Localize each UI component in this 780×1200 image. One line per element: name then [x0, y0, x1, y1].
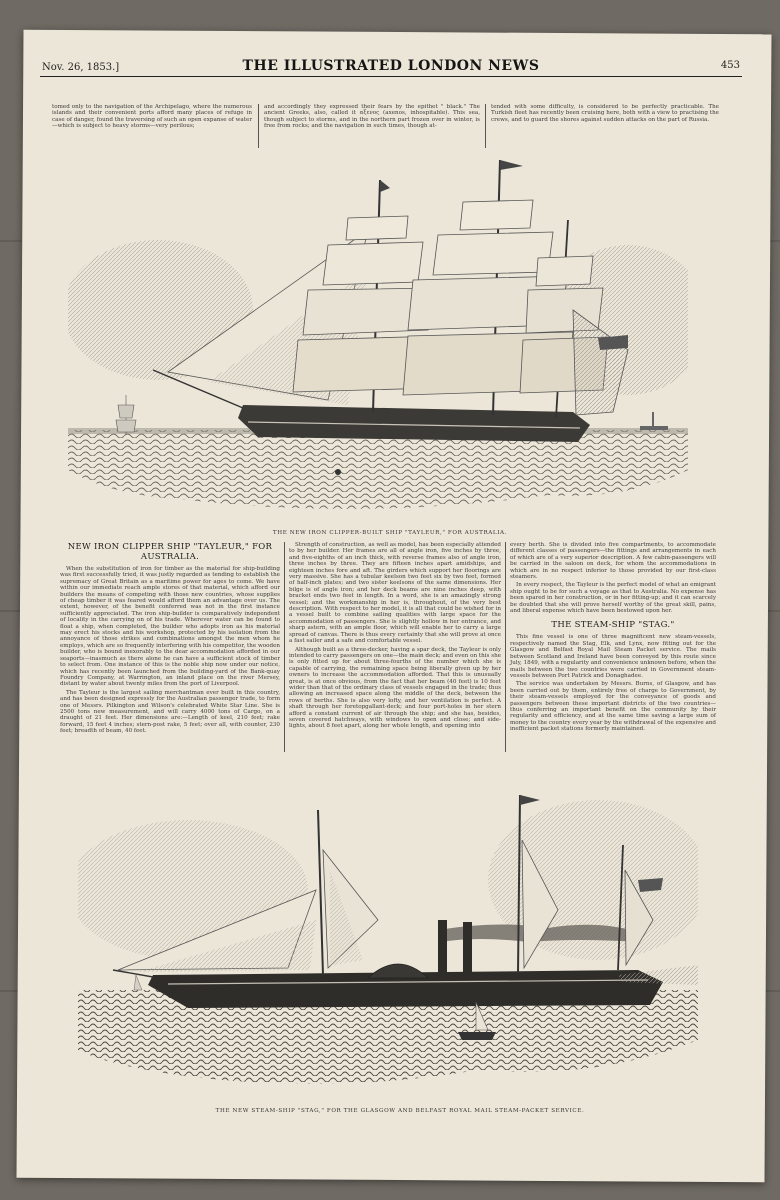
- top-text-col1: [52, 104, 252, 132]
- page-header: [40, 54, 742, 77]
- paragraph: The service was undertaken by Messrs. Burns, of Glasgow, and has been carried out by them, entirely free of charge to Government, by their steam-vessels employed for the conveyance of goods and passengers between these important districts of the two countries—thus conferring an important benefit on the community by their regularity and efficiency, and at the same time saving a large sum of money to the country every year by the withdrawal of the expensive and inefficient packet stations formerly maintained.: [510, 681, 716, 733]
- article-tayleur-col1: [60, 542, 280, 737]
- top-text-col2: [264, 104, 480, 132]
- paragraph: every berth. She is divided into five compartments, to accommodate different classes of passengers—the fittings and arrangements in each of which are of a very superior description. A few cabin-passengers will be carried in the saloon on deck, for whom the accommodations in which are in no respect inferior to those provided by our first-class steamers.: [510, 542, 716, 581]
- paragraph: tomed only to the navigation of the Archipelago, where the numerous islands and their convenient ports afford many places of refuge in case of danger, found the traversing of such an open expanse of water—which is subject to heavy storms—very perilous;: [52, 104, 252, 130]
- paragraph: tended with some difficulty, is considered to be perfectly practicable. The Turkish fleet has recently been cruising here, both with a view to practising the crews, and to guard the shores against sudden attacks on the part of Russia.: [491, 104, 719, 123]
- paragraph: Although built as a three-decker, having a spar deck, the Tayleur is only intended to carry passengers on one—the main deck; and even on this she is only fitted up for about three-fourths of the number which she is capable of carrying, the remaining space being liberally given up by her owners to increase the accommodation afforded. That this is unusually great, is at once obvious, from the fact that her beam (40 feet) is 10 feet wider than that of the ordinary class of vessels engaged in the trade; thus allowing an increased space along the middle of the deck, between the rows of berths. She is also very lofty, and her ventilation is perfect. A shaft through her foretopgallant-deck; and four port-holes in her stern afford a constant current of air through the ship; and she has, besides, seven covered hatchways, with windows to open and close; and side-lights, about 8 feet apart, along her whole length, and opening into: [289, 646, 501, 730]
- column-rule: [505, 542, 506, 752]
- paragraph: In every respect, the Tayleur is the perfect model of what an emigrant ship ought to be for such a voyage as that to Australia. No expense has been spared in her construction, or in her fitting-up; and it can scarcely be doubted that she will prove herself worthy of the great skill, pains, and liberal expense which have been bestowed upon her.: [510, 582, 716, 615]
- article-heading: NEW IRON CLIPPER SHIP "TAYLEUR," FOR AUSTRALIA.: [67, 542, 273, 562]
- paragraph: and accordingly they expressed their fears by the epithet " black." The ancient Greeks, also, called it αξενος (axenos, inhospitable). This sea, though subject to storms, and in the northern part frozen over in winter, is free from rocks; and the navigation in such times, though at-: [264, 104, 480, 130]
- paragraph: This fine vessel is one of three magnificent new steam-vessels, respectively named the Stag, Elk, and Lynx, now fitting out for the Glasgow and Belfast Royal Mail Steam Packet service. The mails between Scotland and Ireland have been conveyed by this route since July, 1849, with a regularity and convenience unknown before, when the mails between the two countries were carried in Government steam-vessels between Port Patrick and Donaghadee.: [510, 634, 716, 679]
- column-rule: [284, 542, 285, 752]
- paragraph: The Tayleur is the largest sailing merchantman ever built in this country, and has been designed expressly for the Australian passenger trade, to form one of Messrs. Pilkington and Wilson's celebrated White Star Line. She is 2500 tons new measurement, and will carry 4000 tons of Cargo, on a draught of 21 feet. Her dimensions are:—Length of keel, 210 feet; rake forward, 15 feet 4 inches; stern-post rake, 5 feet; over all, with counter, 230 feet; breadth of beam, 40 feet.: [60, 689, 280, 735]
- column-rule: [485, 104, 486, 148]
- top-illustration-caption: THE NEW IRON CLIPPER-BUILT SHIP "TAYLEUR," FOR AUSTRALIA.: [272, 530, 508, 536]
- newspaper-title: THE ILLUSTRATED LONDON NEWS: [242, 58, 540, 74]
- article-tayleur-col2: [289, 542, 501, 732]
- article-tayleur-col3: [510, 542, 716, 735]
- top-text-col3: [491, 104, 719, 125]
- issue-date: Nov. 26, 1853.]: [42, 62, 120, 73]
- steamship-engraving: [78, 770, 698, 1100]
- article-heading: THE STEAM-SHIP "STAG.": [551, 620, 675, 631]
- column-rule: [258, 104, 259, 148]
- clipper-ship-engraving: [68, 150, 688, 530]
- bottom-illustration-caption: THE NEW STEAM-SHIP "STAG," FOR THE GLASGOW AND BELFAST ROYAL MAIL STEAM-PACKET SERVICE.: [215, 1108, 585, 1114]
- paragraph: Strength of construction, as well as model, has been especially attended to by her builder. Her frames are all of angle iron, five inches by three, and five-eighths of an inch thick, with reverse frames also of angle iron, three inches by three. They are fifteen inches apart amidships, and eighteen inches fore and aft. The girders which support her floorings are very massive. She has a tubular keelson two feet six by two feet, formed of half-inch plates; and two sister keelsons of the same dimensions. Her bilge is of angle iron; and her deck beams are nine inches deep, with bracket ends two feet in length. In a word, she is an amazingly strong vessel; and the workmanship in her is, throughout, of the very best description. With respect to her model, it is all that could be wished for in a vessel built to combine sailing qualities with large space for the accommodation of passengers. She is slightly hollow in her entrance, and sharp astern, with an ample floor, which will enable her to carry a large spread of canvas. There is thus every certainty that she will prove at once a fast sailer and a safe and comfortable vessel.: [289, 542, 501, 645]
- page-number: 453: [720, 60, 740, 71]
- paragraph: When the substitution of iron for timber as the material for ship-building was first successfully tried, it was justly regarded as tending to establish the supremacy of Great Britain as a maritime power for ages to come. We have within our immediate reach ample stores of that material, which afford our builders the means of competing with those new countries, whose supplies of cheap timber it was feared would afford them an advantage over us. The extent, however, of the benefit conferred was not in the first instance sufficiently appreciated. The iron ship-builder is comparatively independent of locality in the carrying on of his trade. Wherever water can be found to float a ship, when completed, the builder who adopts iron as his material may erect his stocks and his workshop, protected by his isolation from the annoyance of those strikes and combinations amongst the men whom he employs, which are so frequently interfering with his competitor, the wooden builder, who is bound inexorably to the dear accommodation afforded in our seaports—inasmuch as there alone he can have a sufficient stock of timber to select from. One instance of this is the noble ship now under our notice, which has recently been launched from the building-yard of the Bank-quay Foundry Company, at Warrington, an inland place on the river Mersey, distant by water about twenty miles from the port of Liverpool.: [60, 566, 280, 688]
